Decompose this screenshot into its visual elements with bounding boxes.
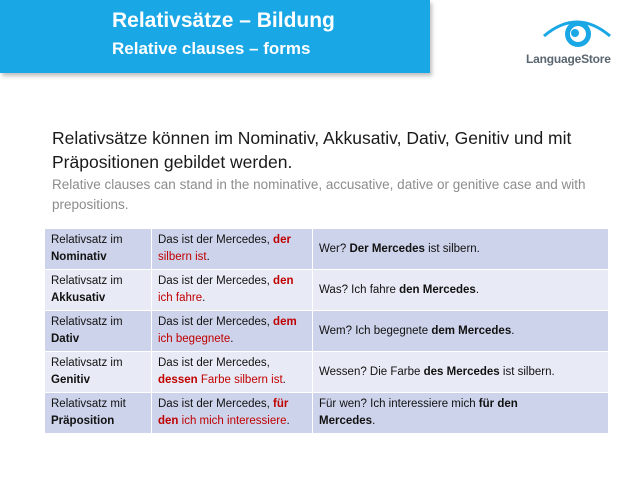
- table-row: [45, 270, 609, 311]
- logo-name: LanguageStore: [526, 52, 611, 66]
- example-cell: Das ist der Mercedes, für den ich mich interessiere.: [152, 393, 313, 434]
- intro-english: Relative clauses can stand in the nominative, accusative, dative or genitive case and with prepositions.: [52, 177, 586, 212]
- example-cell: Das ist der Mercedes, dessen Farbe silbern ist.: [152, 352, 313, 393]
- table-row: [45, 393, 609, 434]
- title-banner: [0, 0, 430, 73]
- clause-type-cell: Relativsatz mit Präposition: [45, 393, 152, 434]
- question-cell: Für wen? Ich interessiere mich für den Mercedes.: [313, 393, 609, 434]
- clause-type-cell: Relativsatz im Nominativ: [45, 229, 152, 270]
- question-cell: Wem? Ich begegnete dem Mercedes.: [313, 311, 609, 352]
- clause-type-cell: Relativsatz im Genitiv: [45, 352, 152, 393]
- table-row: [45, 352, 609, 393]
- table-row: [45, 311, 609, 352]
- clause-type-cell: Relativsatz im Akkusativ: [45, 270, 152, 311]
- clause-type-cell: Relativsatz im Dativ: [45, 311, 152, 352]
- example-cell: Das ist der Mercedes, dem ich begegnete.: [152, 311, 313, 352]
- title-german: Relativsätze – Bildung: [112, 9, 335, 32]
- eye-logo-icon: [542, 14, 612, 50]
- title-english: Relative clauses – forms: [112, 39, 311, 58]
- languagestore-logo: [520, 14, 632, 74]
- question-cell: Was? Ich fahre den Mercedes.: [313, 270, 609, 311]
- table-row: [45, 229, 609, 270]
- example-cell: Das ist der Mercedes, den ich fahre.: [152, 270, 313, 311]
- intro-german: Relativsätze können im Nominativ, Akkusativ, Dativ, Genitiv und mit Präpositionen gebildet werden.: [52, 128, 572, 172]
- question-cell: Wer? Der Mercedes ist silbern.: [313, 229, 609, 270]
- example-cell: Das ist der Mercedes, der silbern ist.: [152, 229, 313, 270]
- intro-text: [52, 126, 600, 215]
- question-cell: Wessen? Die Farbe des Mercedes ist silbern.: [313, 352, 609, 393]
- relative-clause-table: [44, 228, 609, 434]
